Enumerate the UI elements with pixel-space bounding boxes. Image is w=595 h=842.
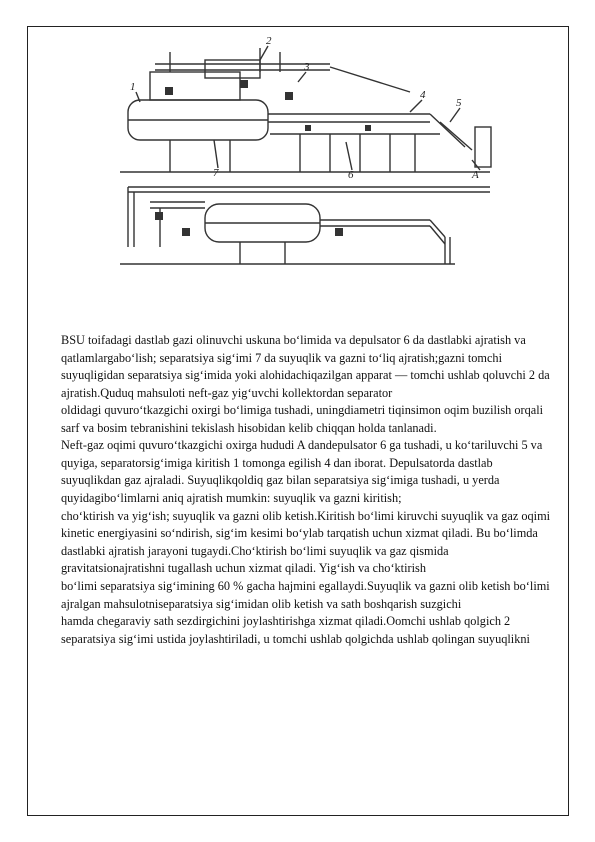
paragraph-intro: BSU toifadagi dastlab gazi olinuvchi uskuna bo‘limida va depulsator 6 da dastlabki ajratish va qatlamlargabo‘lish; separatsiya sig‘imi 7 da suyuqlik va gazni to‘liq ajratish;gazni tomchi suyuqligidan separatsiya sig‘imida yoki alohidachiqazilgan apparat — tomchi ushlab qoluvchi 2 da ajratish.Quduq mahsuloti neft-gaz yig‘uvchi kollektordan separator xyxy=(61,333,550,400)
diagram-label-4: 4 xyxy=(420,89,426,101)
diagram-label-a: A xyxy=(472,169,479,181)
paragraph-body: oldidagi quvuro‘tkazgichi oxirgi bo‘limiga tushadi, uningdiametri tiqinsimon oqim buzilish orqali sarf va bosim tebranishini tekislash hisobidan kelib chiqqan holda tanlanadi. Neft-gaz oqimi quvuro‘tkazgichi oxirga hududi A dandepulsator 6 ga tushadi, u ko‘tariluvchi 5 va quyiga, separatorsig‘imiga kiritish 1 tomonga egilish 4 dan iborat. Depulsatorda dastlab suyuqlikdan gaz ajraladi. Suyuqlikqoldiq gaz bilan separatsiya sig‘imiga tushadi, u yerda quyidagibo‘limlarni aniq ajratish mumkin: suyuqlik va gazni kiritish; cho‘ktirish va yig‘ish; suyuqlik va gazni olib ketish.Kiritish bo‘limi kiruvchi suyuqlik va gaz oqimi kinetic energiyasini so‘ndirish, sig‘im kesimi bo‘ylab tarqatish uchun xizmat qiladi. Bu bo‘limda dastlabki ajratish jarayoni tugaydi.Cho‘ktirish bo‘limi suyuqlik va gaz qismida gravitatsionajratishni tugallash uchun xizmat qiladi. Yig‘ish va cho‘ktirish bo‘limi separatsiya sig‘imining 60 % gacha hajmini egallaydi.Suyuqlik va gazni olib ketish bo‘limi ajralgan mahsulotniseparatsiya sig‘imidan olib ketish va sath boshqarish suzgichi hamda chegaraviy sath sezdirgichini joylashtirishga xizmat qiladi.Oomchi ushlab qolgich 2 separatsiya sig‘imi ustida joylashtiriladi, u tomchi ushlab qolgichda ushlab qolingan suyuqlikni xyxy=(61,403,551,646)
diagram-label-2: 2 xyxy=(266,35,272,47)
diagram-label-3: 3 xyxy=(304,61,310,73)
separator-drawing xyxy=(110,32,500,304)
separator-diagram xyxy=(110,32,500,304)
diagram-label-7: 7 xyxy=(213,167,219,179)
diagram-label-1: 1 xyxy=(130,81,136,93)
diagram-label-5: 5 xyxy=(456,97,462,109)
diagram-label-6: 6 xyxy=(348,169,354,181)
